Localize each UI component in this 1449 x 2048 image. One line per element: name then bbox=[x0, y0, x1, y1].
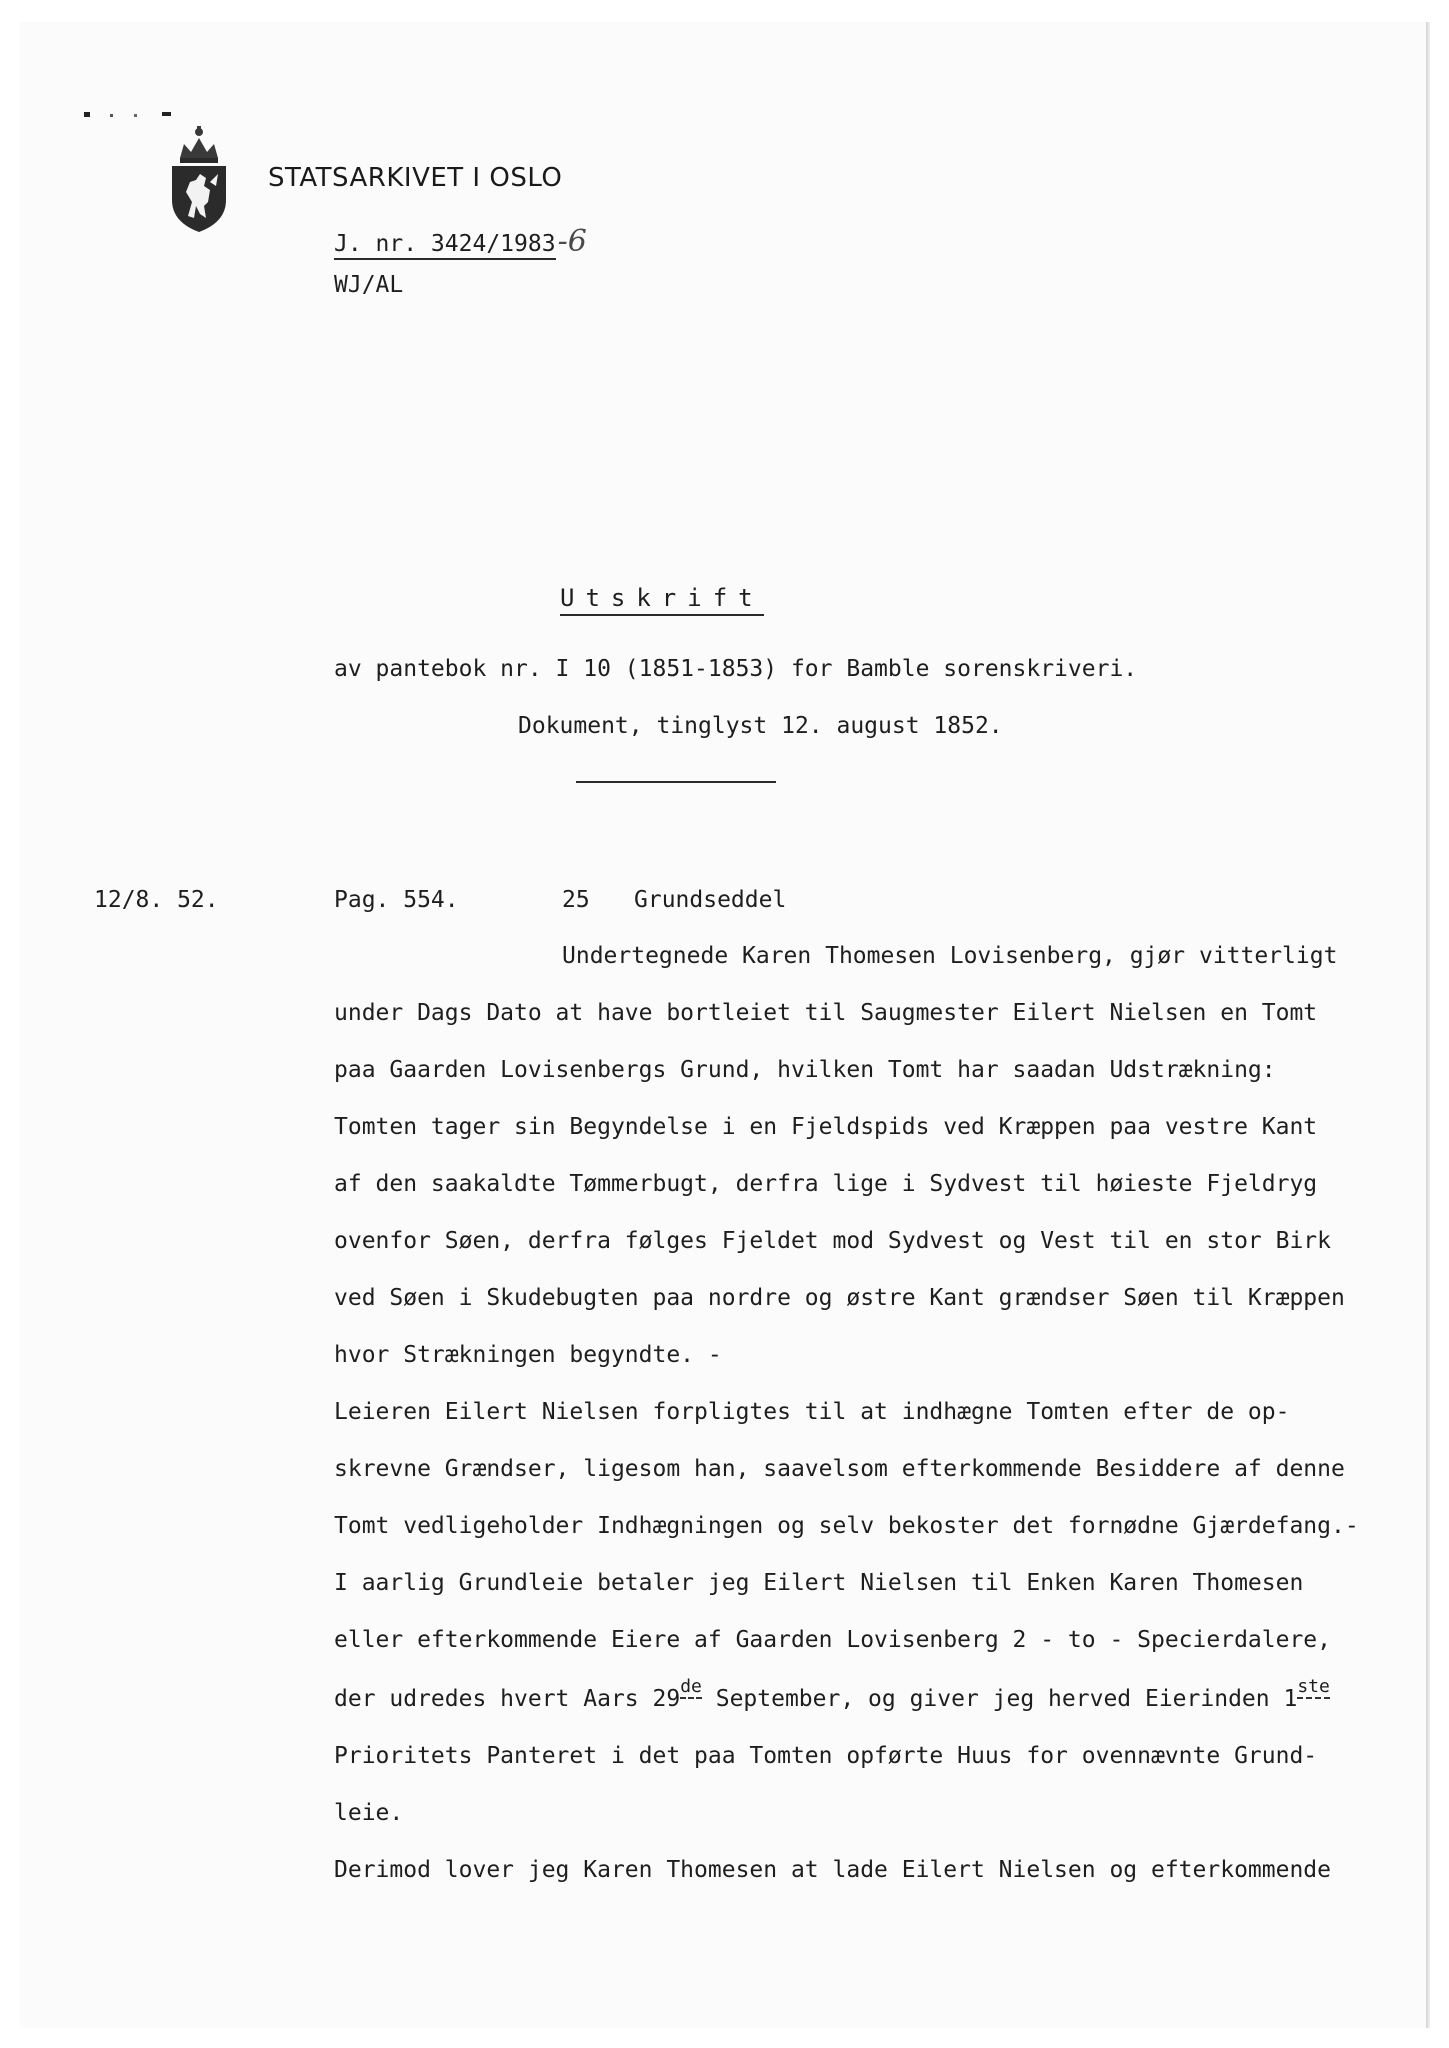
scan-specks bbox=[82, 108, 182, 122]
registration-line: Dokument, tinglyst 12. august 1852. bbox=[518, 713, 1003, 739]
superscript-de: de bbox=[680, 1676, 702, 1697]
body-line: Undertegnede Karen Thomesen Lovisenberg, gjør vitterligt bbox=[562, 943, 1338, 969]
body-line: leie. bbox=[334, 1800, 404, 1826]
body-line: eller efterkommende Eiere af Gaarden Lovisenberg 2 - to - Specierdalere, bbox=[334, 1627, 1331, 1653]
body-line-part: September, og giver jeg herved Eierinden 1 bbox=[701, 1686, 1298, 1712]
entry-heading: Grundseddel bbox=[634, 887, 787, 913]
superscript-ste: ste bbox=[1297, 1676, 1330, 1697]
body-line: under Dags Dato at have bortleiet til Saugmester Eilert Nielsen en Tomt bbox=[334, 1000, 1318, 1026]
body-line: ovenfor Søen, derfra følges Fjeldet mod Sydvest og Vest til en stor Birk bbox=[334, 1228, 1331, 1254]
body-line: ved Søen i Skudebugten paa nordre og østre Kant grændser Søen til Kræppen bbox=[334, 1285, 1345, 1311]
entry-page: Pag. 554. bbox=[334, 887, 459, 913]
journal-suffix-handwritten: -6 bbox=[557, 224, 587, 259]
journal-number-line bbox=[334, 224, 587, 259]
body-line-superscripts bbox=[334, 1676, 1330, 1712]
norwegian-coat-of-arms-icon bbox=[166, 122, 232, 234]
body-line: paa Gaarden Lovisenbergs Grund, hvilken Tomt har saadan Udstrækning: bbox=[334, 1057, 1276, 1083]
entry-number: 25 bbox=[562, 887, 590, 913]
author-initials: WJ/AL bbox=[334, 272, 404, 298]
body-line: skrevne Grændser, ligesom han, saavelsom efterkommende Besiddere af denne bbox=[334, 1456, 1345, 1482]
body-line-part: der udredes hvert Aars 29 bbox=[334, 1686, 681, 1712]
body-line: hvor Strækningen begyndte. - bbox=[334, 1342, 722, 1368]
body-line: Leieren Eilert Nielsen forpligtes til at indhægne Tomten efter de op- bbox=[334, 1399, 1290, 1425]
body-line: Prioritets Panteret i det paa Tomten opførte Huus for ovennævnte Grund- bbox=[334, 1743, 1318, 1769]
entry-date: 12/8. 52. bbox=[94, 887, 219, 913]
archive-name: STATSARKIVET I OSLO bbox=[268, 163, 563, 193]
document-title: Utskrift bbox=[560, 584, 764, 616]
body-line: Derimod lover jeg Karen Thomesen at lade Eilert Nielsen og efterkommende bbox=[334, 1857, 1331, 1883]
body-line: Tomt vedligeholder Indhægningen og selv bekoster det fornødne Gjærdefang.- bbox=[334, 1513, 1359, 1539]
body-line: I aarlig Grundleie betaler jeg Eilert Nielsen til Enken Karen Thomesen bbox=[334, 1570, 1304, 1596]
body-line: Tomten tager sin Begyndelse i en Fjeldspids ved Kræppen paa vestre Kant bbox=[334, 1114, 1318, 1140]
divider-rule bbox=[576, 781, 776, 783]
body-line: af den saakaldte Tømmerbugt, derfra lige i Sydvest til høieste Fjeldryg bbox=[334, 1171, 1318, 1197]
journal-number: J. nr. 3424/1983 bbox=[334, 231, 556, 260]
document-subtitle: av pantebok nr. I 10 (1851-1853) for Bamble sorenskriveri. bbox=[334, 656, 1138, 682]
